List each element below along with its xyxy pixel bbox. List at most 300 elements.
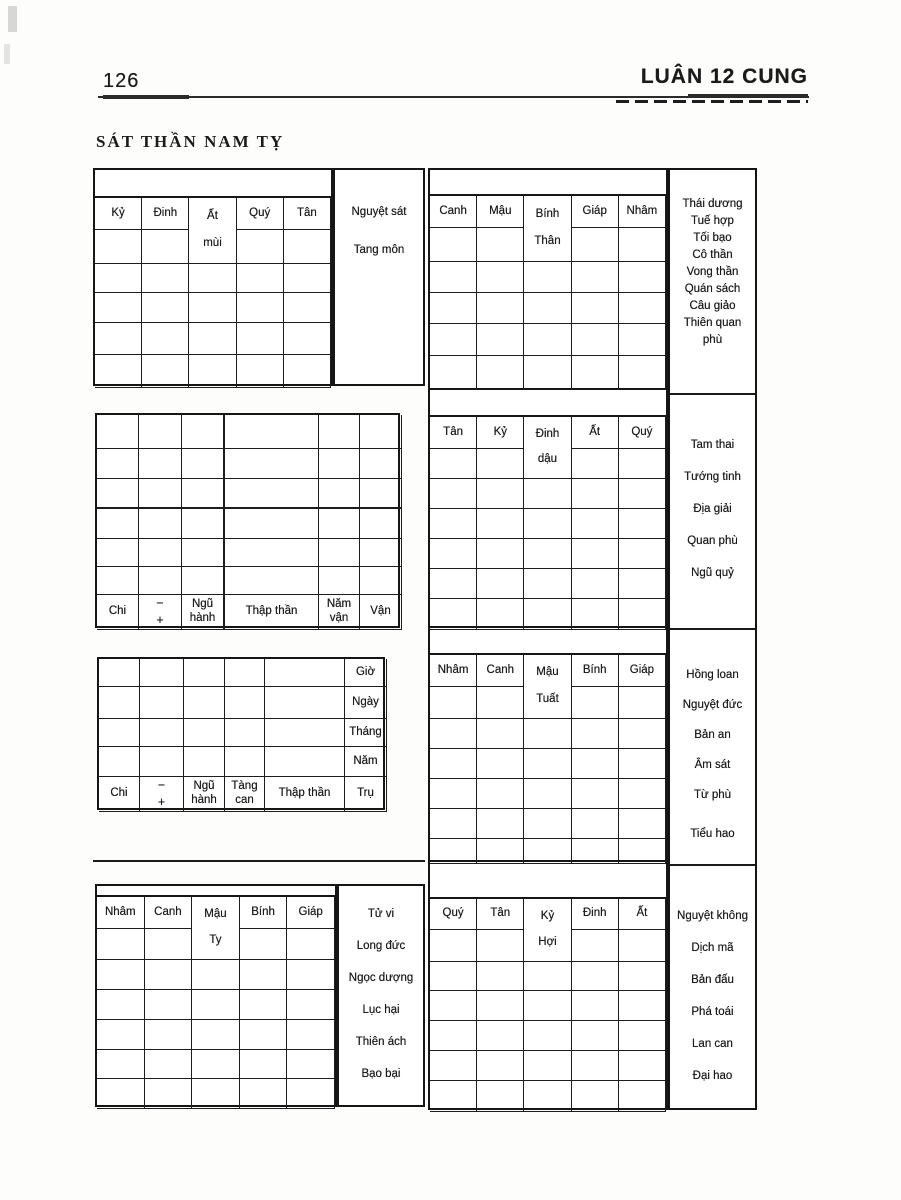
table-cell [430,749,477,779]
section-title: SÁT THẦN NAM TỴ [96,132,285,151]
branch-label: dậu [537,453,558,466]
table-cell [430,262,477,293]
scan-artifact [4,44,10,64]
row-label: Tháng [345,719,387,747]
table-cell [572,293,619,324]
stem-header: Nhâm [97,897,145,929]
stem-header: Kỷ [477,417,524,449]
star-label: Đại hao [692,1070,733,1083]
table-cell [97,1020,145,1050]
table-cell [140,719,184,747]
star-label: Nguyệt đức [682,699,743,712]
table-cell [524,569,571,599]
table-cell [142,323,189,355]
stem-header: Quý [237,198,284,230]
table-cell [184,719,225,747]
table-cell [287,1079,335,1109]
table-cell [619,687,666,719]
stem-label: Ất [207,209,218,222]
table-cell [619,962,666,991]
column-footer: Thập thần [225,595,319,630]
table-cell [572,324,619,356]
column-footer: Trụ [345,777,387,812]
table-cell [572,509,619,539]
star-label: Vong thần [686,266,739,278]
table-cell [477,1081,524,1112]
table-cell [430,449,477,479]
table-cell [287,1050,335,1079]
stem-header: Giáp [572,196,619,228]
table-cell [619,293,666,324]
star-label: Tướng tinh [684,471,741,484]
table-cell [189,264,236,293]
table-cell [97,567,139,595]
table-cell [477,449,524,479]
star-label: Quán sách [684,283,741,295]
table-cell [477,1051,524,1081]
table-cell [430,1051,477,1081]
table-cell [182,415,225,449]
star-label: Tam thai [690,439,735,452]
star-label: Hồng loan [686,669,739,682]
table-cell [572,356,619,392]
stem-label: Mậu [536,666,559,679]
table-cell [572,228,619,262]
table-cell [145,990,193,1020]
table-cell [524,962,571,991]
table-cell [572,1081,619,1112]
stem-header: Quý [430,899,477,930]
table-cell [572,569,619,599]
table-cell [430,809,477,839]
stem-header: Giáp [619,655,666,687]
stem-header: Nhâm [619,196,666,228]
table-cell [477,599,524,630]
table-cell [287,929,335,960]
stem-label: Bính [535,207,560,220]
s4-right-table [428,897,668,1110]
table-cell [284,355,331,388]
right-table-band [428,390,668,416]
table-cell [477,479,524,509]
table-cell [189,323,236,355]
s4-left-table [95,895,337,1107]
table-cell [182,449,225,479]
star-label: phù [702,334,723,346]
table-cell [430,839,477,864]
table-cell [619,509,666,539]
table-cell [97,929,145,960]
table-cell [287,960,335,990]
s3-right-table [428,653,668,862]
table-cell [477,839,524,864]
table-cell [140,687,184,719]
branch-label: mùi [203,237,222,250]
table-cell [284,264,331,293]
table-cell [477,228,524,262]
table-cell [225,747,265,777]
stem-header: Bính [240,897,288,929]
star-label: Ngũ quỷ [691,567,734,580]
table-cell [265,719,345,747]
column-footer: Tàng can [225,777,265,812]
pillar-table-1 [95,413,400,628]
table-cell [184,659,225,687]
column-footer: Chi [97,595,139,630]
table-cell [240,990,288,1020]
table-cell [430,599,477,630]
table-cell [524,479,571,509]
table-cell [225,509,319,539]
star-label: Thiên ách [355,1036,407,1048]
branch-label: Ty [209,934,222,947]
table-cell [619,809,666,839]
table-cell [182,509,225,539]
table-cell [284,323,331,355]
table-cell [265,659,345,687]
table-cell [99,687,140,719]
table-cell [524,324,571,356]
s1-left-top-band [93,168,333,197]
star-label: Quan phù [687,535,738,548]
stem-label: Đinh [535,427,560,440]
table-cell [477,509,524,539]
column-footer: Ngũ hành [182,595,225,630]
table-cell [524,991,571,1021]
branch-label: Tuất [536,692,559,705]
table-cell [524,839,571,864]
stem-header: Canh [477,655,524,687]
table-cell [619,1051,666,1081]
table-cell [572,1051,619,1081]
table-cell [97,479,139,509]
star-label: Nguyệt không [677,910,748,923]
table-cell [619,779,666,809]
branch-label: Thân [534,235,561,248]
star-label: Tử vi [367,908,395,920]
table-cell [619,930,666,962]
table-cell [97,539,139,567]
table-cell [572,991,619,1021]
table-cell [265,747,345,777]
table-cell [619,539,666,569]
star-label: Bản đấu [691,974,734,987]
table-cell [619,1021,666,1051]
minus-sign: − [156,596,164,611]
right-table-band [428,862,668,898]
row-label: Năm [345,747,387,777]
table-cell [572,962,619,991]
stem-branch-header [192,897,240,960]
table-cell [524,293,571,324]
table-cell [182,567,225,595]
table-cell [237,293,284,323]
table-cell [237,355,284,388]
table-cell [572,779,619,809]
table-cell [225,659,265,687]
table-cell [619,991,666,1021]
table-cell [97,1079,145,1109]
star-label: Tang môn [353,244,405,256]
table-cell [477,356,524,392]
table-cell [145,960,193,990]
table-cell [145,1050,193,1079]
star-label: Tiểu hao [690,828,735,841]
star-label: Tối bạo [693,232,732,244]
table-cell [524,719,571,749]
table-cell [524,262,571,293]
row-label: Giờ [345,659,387,687]
table-cell [284,230,331,264]
star-name-group-s3 [670,628,755,864]
table-cell [619,479,666,509]
table-cell [97,1050,145,1079]
table-cell [182,539,225,567]
table-cell [619,719,666,749]
table-cell [237,323,284,355]
table-cell [360,509,402,539]
column-footer: Thập thần [265,777,345,812]
table-cell [430,569,477,599]
stem-header: Canh [430,196,477,228]
s2-right-table [428,415,668,628]
right-table-band [428,628,668,654]
stem-header: Ất [619,899,666,930]
table-cell [145,1079,193,1109]
table-cell [619,356,666,392]
table-cell [430,479,477,509]
table-cell [430,1081,477,1112]
table-cell [524,539,571,569]
star-name-group-s1 [670,170,755,393]
table-cell [319,509,360,539]
table-cell [430,1021,477,1051]
table-cell [287,1020,335,1050]
table-cell [619,1081,666,1112]
star-label: Từ phù [693,789,732,802]
stem-branch-header [524,655,571,719]
table-cell [524,1081,571,1112]
table-cell [572,809,619,839]
s4-mid-label-column [337,884,425,1107]
table-cell [572,599,619,630]
star-label: Câu giảo [689,300,736,312]
table-cell [430,779,477,809]
header-rule-dashes [616,100,808,103]
table-cell [477,262,524,293]
table-cell [142,264,189,293]
star-name-column [668,168,757,1110]
table-cell [240,960,288,990]
table-cell [572,749,619,779]
stem-branch-header [524,196,571,262]
table-cell [142,230,189,264]
polarity-footer [139,595,182,630]
table-cell [97,415,139,449]
table-cell [319,539,360,567]
table-cell [145,1020,193,1050]
table-cell [287,990,335,1020]
table-cell [524,1021,571,1051]
table-cell [430,539,477,569]
table-cell [319,415,360,449]
star-label: Âm sát [694,759,731,772]
table-cell [184,687,225,719]
table-cell [572,719,619,749]
table-cell [240,929,288,960]
table-cell [477,324,524,356]
section-separator-line [93,860,425,862]
table-cell [237,230,284,264]
star-label: Lục hại [362,1004,400,1016]
table-cell [572,262,619,293]
table-cell [360,479,402,509]
table-cell [619,228,666,262]
table-cell [189,355,236,388]
table-cell [192,1050,240,1079]
column-footer: Chi [99,777,140,812]
stem-header: Bính [572,655,619,687]
table-cell [524,599,571,630]
table-cell [284,293,331,323]
table-cell [524,779,571,809]
scan-artifact [8,6,17,32]
table-cell [192,1020,240,1050]
table-cell [139,449,182,479]
table-cell [572,479,619,509]
star-label: Thiên quan [683,317,742,329]
table-cell [430,991,477,1021]
table-cell [225,415,319,449]
stem-header: Tân [477,899,524,930]
stem-header: Tân [430,417,477,449]
table-cell [140,747,184,777]
table-cell [225,687,265,719]
table-cell [139,415,182,449]
table-cell [139,539,182,567]
stem-header: Ất [572,417,619,449]
table-cell [524,749,571,779]
stem-header: Nhâm [430,655,477,687]
minus-sign: − [157,778,166,793]
table-cell [95,230,142,264]
star-label: Tuế hợp [691,215,734,227]
plus-sign: + [157,795,166,809]
table-cell [477,749,524,779]
table-cell [430,228,477,262]
row-label: Ngày [345,687,387,719]
star-label: Bản an [694,729,731,742]
table-cell [572,930,619,962]
table-cell [477,930,524,962]
table-cell [319,567,360,595]
table-cell [430,356,477,392]
table-cell [97,509,139,539]
star-name-group-s2 [670,393,755,628]
table-cell [524,1051,571,1081]
stem-header: Tân [284,198,331,230]
table-cell [477,809,524,839]
column-footer: Vận [360,595,402,630]
s1-right-top-band [428,168,668,195]
star-label: Cô thần [692,249,733,261]
table-cell [619,749,666,779]
page-number: 126 [103,70,140,92]
table-cell [572,539,619,569]
table-cell [237,264,284,293]
table-cell [95,264,142,293]
table-cell [477,962,524,991]
stem-branch-header [524,899,571,962]
s1-left-table [93,196,333,386]
table-cell [619,839,666,864]
table-cell [572,1021,619,1051]
running-title: LUÂN 12 CUNG [640,65,808,88]
table-cell [225,719,265,747]
star-name-group-s4 [670,864,755,1108]
table-cell [225,449,319,479]
table-cell [524,809,571,839]
table-cell [99,659,140,687]
table-cell [430,687,477,719]
table-cell [97,449,139,479]
stem-branch-header [524,417,571,479]
star-label: Ngọc dượng [348,972,414,984]
table-cell [477,293,524,324]
table-cell [240,1050,288,1079]
table-cell [477,991,524,1021]
table-cell [430,324,477,356]
stem-header: Kỷ [95,198,142,230]
table-cell [360,449,402,479]
table-cell [145,929,193,960]
star-label: Nguyệt sát [351,206,407,218]
star-label: Địa giải [693,503,732,516]
star-label: Bạo bại [361,1068,401,1080]
table-cell [572,839,619,864]
table-cell [360,415,402,449]
table-cell [619,324,666,356]
table-cell [360,567,402,595]
table-cell [524,509,571,539]
table-cell [95,323,142,355]
table-cell [430,719,477,749]
s1-right-table [428,194,668,390]
table-cell [360,539,402,567]
table-cell [139,479,182,509]
table-cell [430,962,477,991]
stem-branch-header [189,198,236,264]
table-cell [477,539,524,569]
table-cell [142,355,189,388]
table-cell [477,1021,524,1051]
table-cell [182,479,225,509]
table-cell [619,449,666,479]
header-rule-thick-left [103,95,189,99]
star-label: Phá toái [691,1006,734,1019]
table-cell [240,1020,288,1050]
stem-label: Kỷ [540,910,555,923]
s1-mid-label-column [333,168,425,386]
table-cell [95,355,142,388]
column-footer: Ngũ hành [184,777,225,812]
polarity-footer [140,777,184,812]
star-label: Long đức [356,940,406,952]
table-cell [140,659,184,687]
table-cell [319,449,360,479]
table-cell [477,569,524,599]
branch-label: Hợi [538,936,557,949]
